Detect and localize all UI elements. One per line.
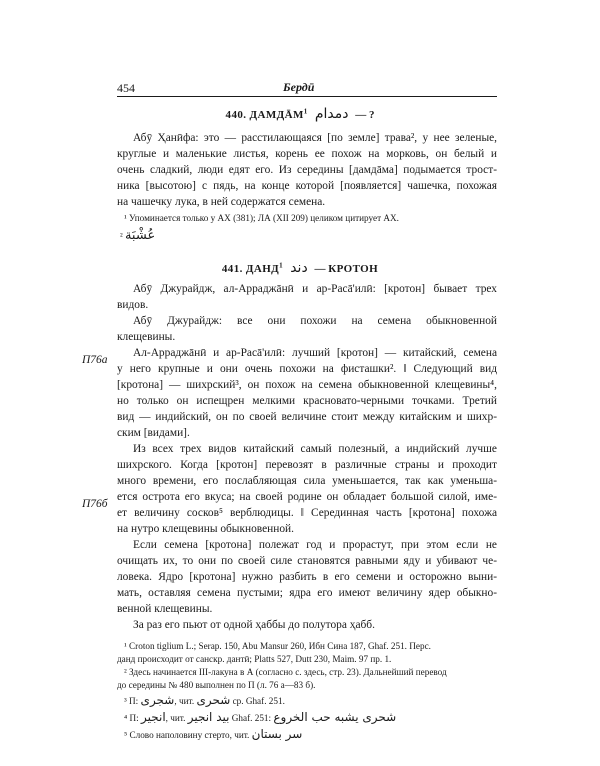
fn4-pre: ⁴ П: bbox=[124, 713, 139, 723]
entry-440-heading-gloss: — ? bbox=[355, 109, 375, 121]
footnote-441-4 bbox=[124, 711, 497, 724]
entry-441-heading-gloss: — КРОТОН bbox=[314, 263, 379, 275]
entry-441-line: ским [видами]. bbox=[117, 427, 190, 439]
footnote-440-2 bbox=[120, 228, 155, 243]
entry-441-line: мать, оставляя семена пустыми; ядра его имеют величину ядер обыкно- bbox=[117, 587, 497, 599]
fn4-arabic-2: بيد انجير bbox=[187, 710, 230, 724]
entry-441-line: ловека. Ядро [кротона] нужно разбить в его семени и осторожно выни- bbox=[117, 571, 497, 583]
entry-441-line: ет величину сосков⁵ верблюдицы. ‖ Серединная часть [кротона] похожа bbox=[117, 507, 497, 519]
entry-441-line: За раз его пьют от одной ҳаббы до полутора ҳабб. bbox=[133, 619, 375, 631]
entry-441-arabic-term: دند bbox=[290, 260, 308, 276]
entry-441-line: Если семена [кротона] полежат год и прорастут, при этом если не bbox=[133, 539, 497, 551]
entry-441-line: Абӯ Джурайдж, ал-Арраджāнӣ и ар-Расā'илӣ: [кротон] бывает трех bbox=[133, 283, 497, 295]
entry-440-arabic-term: دمدام bbox=[314, 106, 349, 122]
fn5-arabic: سر بستان bbox=[251, 727, 303, 741]
fn3-mid: , чит. bbox=[174, 696, 195, 706]
page-number: 454 bbox=[117, 81, 135, 95]
fn4-mid2: Ghaf. 251: bbox=[231, 713, 272, 723]
footnote-441-5 bbox=[124, 728, 497, 741]
entry-441-heading-title: 441. ДАНД bbox=[221, 263, 280, 275]
fn3-arabic-2: شحرى bbox=[196, 693, 231, 707]
entry-440-line: на чашечку лука, в ней содержатся семена. bbox=[117, 196, 326, 208]
entry-441-line: вид — индийский, он по своей величине стоит между китайским и шихр- bbox=[117, 411, 497, 423]
entry-441-line: венной клещевины. bbox=[117, 603, 213, 615]
entry-441-line: видов. bbox=[117, 299, 149, 311]
entry-441-line: Из всех трех видов китайский самый полезный, а индийский лучше bbox=[133, 443, 497, 455]
entry-441-line: Ал-Арраджāнӣ и ар-Расā'илӣ: лучший [кротон] — китайский, семена bbox=[133, 347, 497, 359]
entry-440-heading-title: 440. ДАМДĀМ bbox=[225, 109, 304, 121]
footnote-441-3 bbox=[124, 694, 497, 707]
entry-441-line: ется острота его вкуса; на своей родине он обладает большой силой, име- bbox=[117, 491, 497, 503]
footnote-440-1: ¹ Упоминается только у АХ (381); ЛА (XII 209) целиком цитирует АХ. bbox=[124, 213, 399, 223]
footnote-441-2-cont: до середины № 480 выполнен по П (л. 76 а—83 б). bbox=[117, 680, 316, 690]
footnote-440-2-arabic: عُشْبَة bbox=[124, 228, 156, 243]
footnote-441-1: ¹ Croton tiglium L.; Serap. 150, Abu Mansur 260, Ибн Сина 187, Ghaf. 251. Перс. bbox=[124, 641, 431, 651]
entry-441-line: на нутро клещевины обыкновенной. bbox=[117, 523, 294, 535]
entry-440-line: очень сладкий, люди едят его. Из середины [дамдāма] подымается трост- bbox=[117, 164, 497, 176]
footnote-441-1-cont: данд происходит от санскр. дантӣ; Platts 527, Dutt 230, Maim. 97 пр. 1. bbox=[117, 654, 392, 664]
entry-441-line: шихрского. Когда [кротон] перевозят в различные страны и проходит bbox=[117, 459, 497, 471]
running-title: Бердӣ bbox=[283, 80, 315, 94]
header-rule bbox=[117, 96, 497, 97]
entry-440-heading-sup: 1 bbox=[303, 107, 308, 116]
entry-441-heading bbox=[0, 260, 600, 276]
fn4-arabic-1: انجير bbox=[140, 710, 166, 724]
fn3-pre: ³ П: bbox=[124, 696, 139, 706]
entry-441-line: у него крупные и они очень похожи на фисташки². ‖ Следующий вид bbox=[117, 363, 497, 375]
entry-441-line: клещевины. bbox=[117, 331, 176, 343]
entry-440-line: ника [высотою] с пядь, на конце которой [появляется] чашечка, похожая bbox=[117, 180, 497, 192]
fn4-mid: , чит. bbox=[165, 713, 186, 723]
entry-441-line: [кротона] — шихрский³, он похож на семена обыкновенной клещевины⁴, bbox=[117, 379, 497, 391]
footnote-440-2-number: ² bbox=[120, 231, 123, 241]
fn5-pre: ⁵ Слово наполовину стерто, чит. bbox=[124, 730, 250, 740]
entry-441-heading-sup: 1 bbox=[279, 261, 284, 270]
margin-folio-76a: П76а bbox=[82, 354, 108, 366]
fn3-arabic-1: شجرى bbox=[140, 693, 175, 707]
entry-441-line: но только он испещрен мелкими красновато-черными точками. Третий bbox=[117, 395, 497, 407]
entry-441-line: много времени, его послабляющая сила уменьшается, так как уменьша- bbox=[117, 475, 497, 487]
entry-440-heading bbox=[0, 106, 600, 122]
fn4-arabic-3: شحرى يشبه حب الخروع bbox=[273, 710, 397, 724]
entry-441-line: Абӯ Джурайдж: все они похожи на семена обыкновенной bbox=[133, 315, 497, 327]
margin-folio-76b: П76б bbox=[82, 498, 108, 510]
entry-441-line: очищать их, то они по своей силе становятся равными яду и убивают че- bbox=[117, 555, 497, 567]
footnote-441-2: ² Здесь начинается III-лакуна в А (согласно с. здесь, стр. 23). Дальнейший перевод bbox=[124, 667, 447, 677]
entry-440-line: круглые и маленькие листья, корень ее похож на морковь, он белый и bbox=[117, 148, 497, 160]
entry-440-line: Абӯ Ҳанӣфа: это — расстилающаяся [по земле] трава², у нее зеленые, bbox=[133, 132, 497, 144]
fn3-post: ср. Ghaf. 251. bbox=[232, 696, 285, 706]
